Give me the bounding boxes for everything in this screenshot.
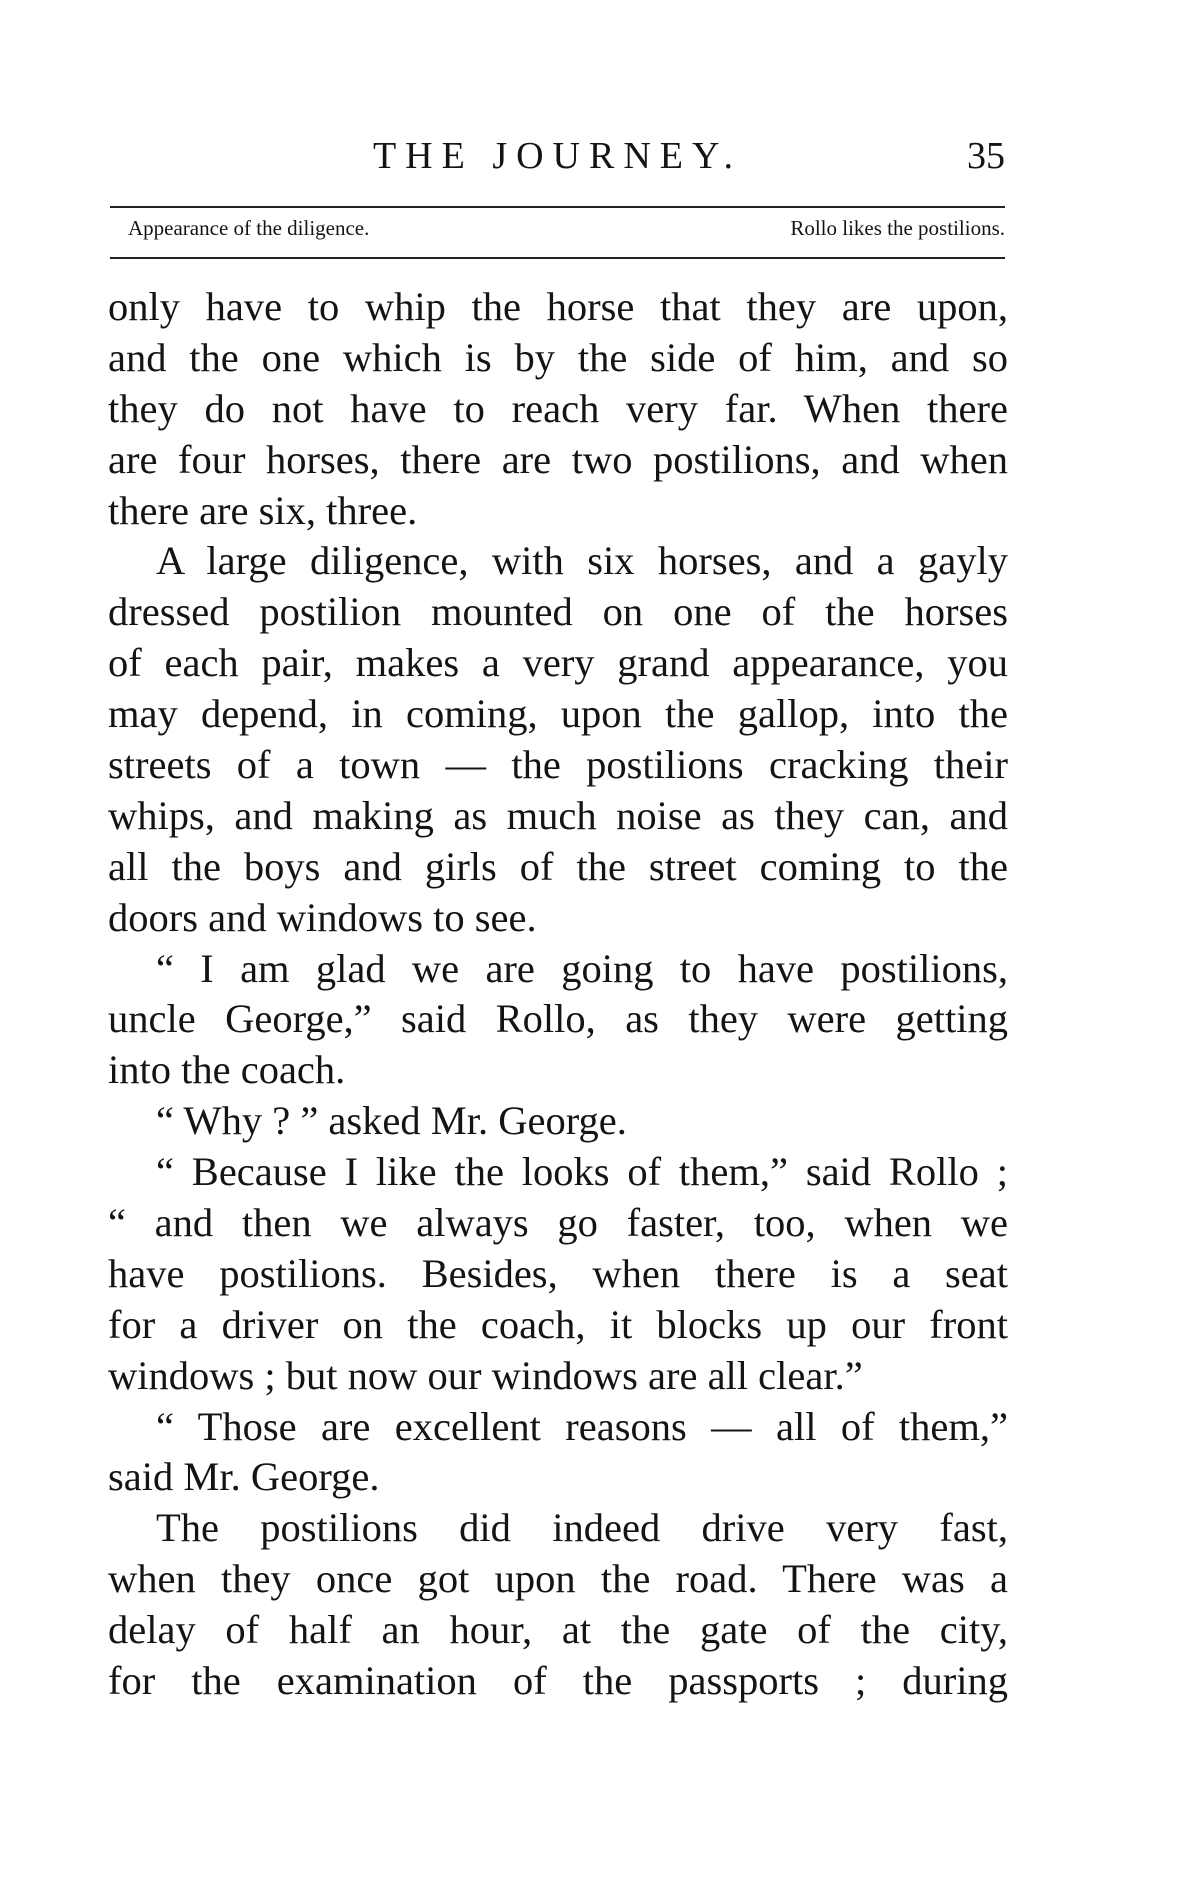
text-line: when they once got upon the road. There was a (108, 1556, 1008, 1602)
text-line: there are six, three. (108, 487, 418, 533)
running-title: THE JOURNEY. (372, 135, 743, 177)
text-line: only have to whip the horse that they are upon, (108, 284, 1008, 329)
text-line: into the coach. (108, 1047, 346, 1093)
text-line: streets of a town — the postilions cracking their (108, 742, 1008, 788)
text-line: “ and then we always go faster, too, when we (108, 1200, 1008, 1246)
text-line: “ Those are excellent reasons — all of them,” (156, 1403, 1008, 1449)
text-line: dressed postilion mounted on one of the horses (108, 589, 1008, 635)
text-line: are four horses, there are two postilions, and when (108, 436, 1008, 482)
text-line: all the boys and girls of the street coming to the (108, 843, 1008, 889)
body-text (108, 282, 1008, 1707)
text-line: for the examination of the passports ; during (108, 1658, 1008, 1704)
running-head (110, 130, 1005, 180)
subhead-right: Rollo likes the postilions. (790, 216, 1005, 240)
text-line: windows ; but now our windows are all clear.” (108, 1352, 863, 1398)
text-line: “ I am glad we are going to have postilions, (156, 945, 1008, 991)
text-line: “ Why ? ” asked Mr. George. (156, 1098, 627, 1144)
subheads (110, 216, 1005, 248)
text-line: may depend, in coming, upon the gallop, into the (108, 691, 1008, 737)
header-rule-top (110, 206, 1005, 208)
text-line: “ Because I like the looks of them,” said Rollo ; (156, 1149, 1008, 1195)
subhead-left: Appearance of the diligence. (128, 216, 370, 240)
header-rule-bottom (110, 257, 1005, 259)
text-line: The postilions did indeed drive very fast, (156, 1505, 1008, 1551)
text-line: said Mr. George. (108, 1454, 380, 1500)
text-line: doors and windows to see. (108, 894, 537, 940)
text-line: and the one which is by the side of him, and so (108, 334, 1008, 380)
text-line: of each pair, makes a very grand appearance, you (108, 640, 1008, 686)
text-line: whips, and making as much noise as they can, and (108, 792, 1008, 838)
text-line: A large diligence, with six horses, and a gayly (156, 538, 1008, 584)
text-line: for a driver on the coach, it blocks up our front (108, 1301, 1008, 1347)
text-line: uncle George,” said Rollo, as they were getting (108, 996, 1008, 1042)
page-number: 35 (967, 135, 1005, 177)
text-line: delay of half an hour, at the gate of the city, (108, 1607, 1008, 1653)
text-line: they do not have to reach very far. When there (108, 385, 1008, 431)
text-line: have postilions. Besides, when there is a seat (108, 1250, 1008, 1296)
